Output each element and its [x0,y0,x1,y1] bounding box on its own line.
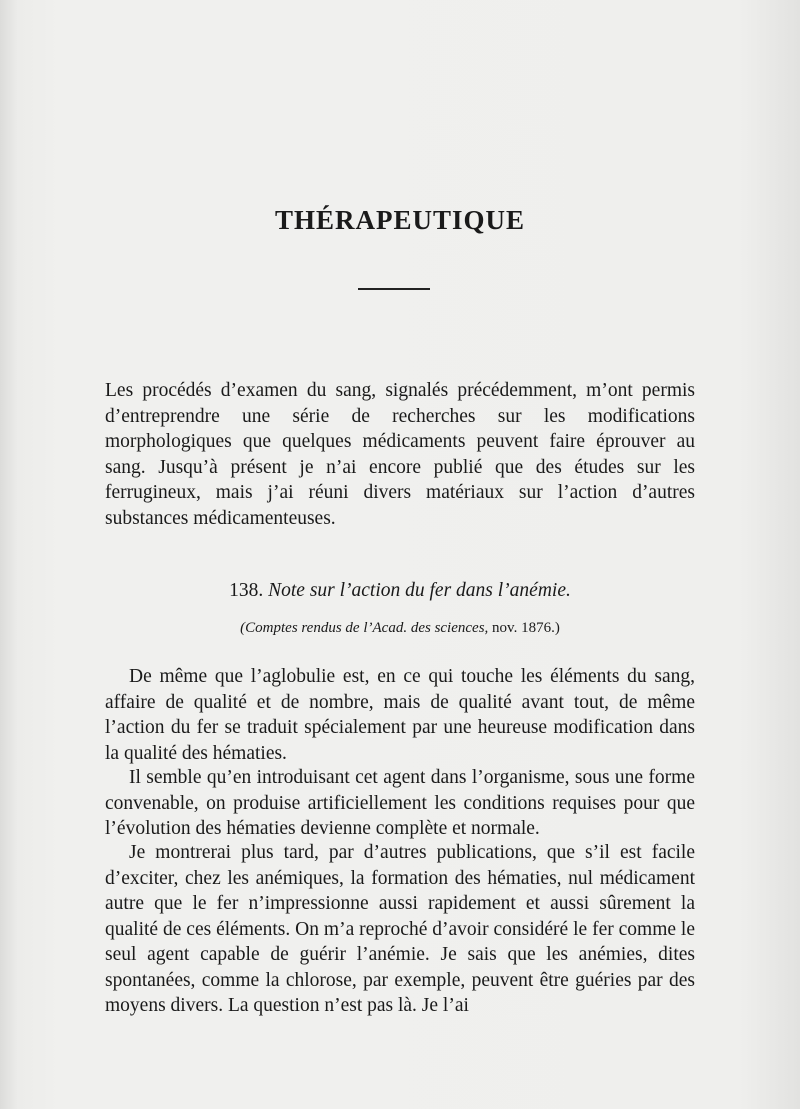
title-rule [358,288,430,290]
page-title: THÉRAPEUTIQUE [274,205,526,235]
body-paragraph-2: Il semble qu’en introduisant cet agent dans l’organisme, sous une forme convenable, on produise artificiellement les conditions requises pour que l’évolution des hématies devienne complète et normale. [105,767,695,839]
intro-paragraph: Les procédés d’examen du sang, signalés précédemment, m’ont permis d’entreprendre une série de recherches sur les modifications morphologiques que quelques médicaments peuvent faire éprouver au sang. Jusqu’à présent je n’ai encore publié que des études sur les ferrugineux, mais j’ai réuni divers matériaux sur l’action d’autres substances médicamenteuses. [105,380,695,529]
body-paragraph-1: De même que l’aglobulie est, en ce qui touche les éléments du sang, affaire de qualité et de nombre, mais de qualité avant tout, de même l’action du fer se traduit spécialement par une heureuse modification dans la qualité des hématies. [105,666,695,764]
source-prefix: (Comptes rendus de l’Acad. des sciences, [240,620,489,636]
bleed-through-text [110,60,700,85]
section-source [0,620,800,637]
section-number: 138. [229,580,264,601]
source-suffix: nov. 1876.) [488,620,560,636]
section-heading [0,580,800,602]
body-paragraph-3: Je montrerai plus tard, par d’autres publications, que s’il est facile d’exciter, chez les anémiques, la formation des hématies, nul médicament autre que le fer n’impressionne aussi rapidement et aussi sûrement la qualité de ces éléments. On m’a reproché d’avoir considéré le fer comme le seul agent capable de guérir l’anémie. Je sais que les anémies, dites spontanées, comme la chlorose, par exemple, peuvent être guéries par des moyens divers. La question n’est pas là. Je l’ai [105,842,695,1016]
section-title: Note sur l’action du fer dans l’anémie. [268,580,571,601]
